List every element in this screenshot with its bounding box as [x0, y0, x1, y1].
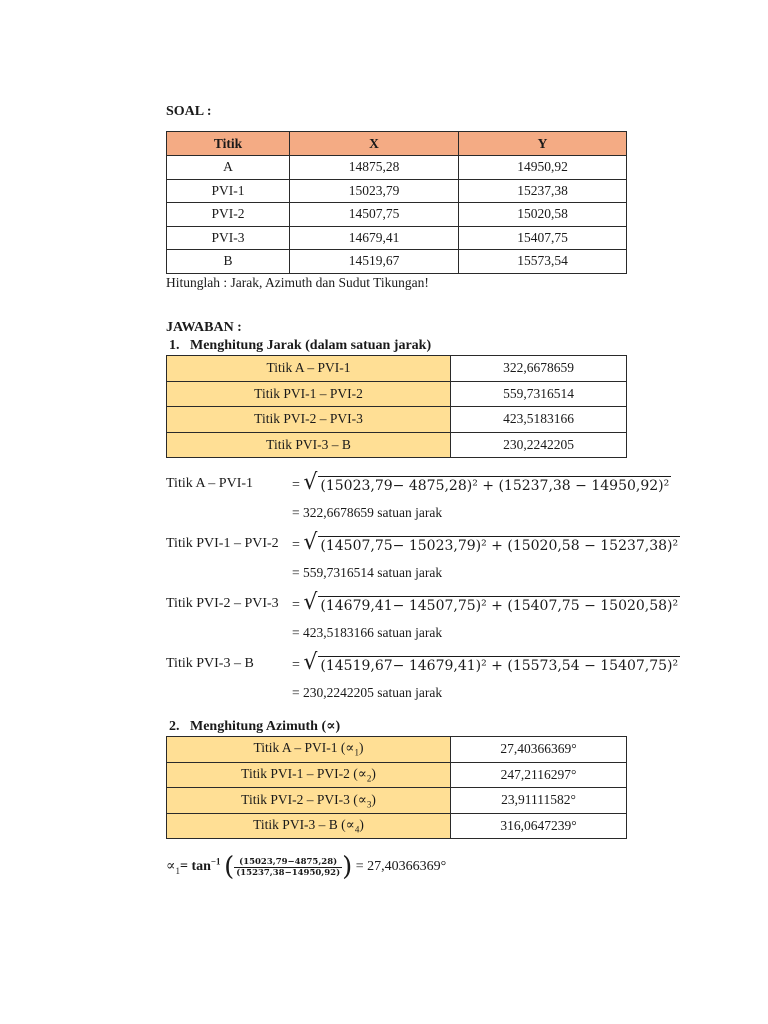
azimuth-label-sub: 4: [354, 824, 360, 835]
azimuth-label: [167, 788, 451, 814]
sqrt-body: (14507,75− 15023,79)² + (15020,58 − 15237,38)²: [320, 538, 679, 554]
azimuth-label-text: Titik A – PVI-1 (∝: [253, 740, 355, 756]
table-row: [167, 407, 627, 433]
azimuth-label: [167, 737, 451, 763]
fraction: [234, 857, 342, 878]
calc-equation: [292, 470, 671, 495]
equals-sign: =: [292, 477, 300, 493]
sqrt-body: (14519,67− 14679,41)² + (15573,54 − 15407,75)²: [320, 658, 679, 674]
sqrt-expression: [303, 590, 680, 615]
jawaban-heading: JAWABAN :: [166, 320, 242, 335]
jarak-label: Titik PVI-2 – PVI-3: [167, 407, 451, 433]
equals-sign: =: [292, 537, 300, 553]
azimuth-label-sub: 2: [366, 773, 372, 784]
sqrt-body: (14679,41− 14507,75)² + (15407,75 − 15020,58)²: [320, 598, 679, 614]
table-row: [167, 156, 627, 180]
section2-title: 2. Menghitung Azimuth (∝): [169, 719, 341, 734]
calc-label: Titik A – PVI-1: [166, 476, 254, 491]
equals-sign: =: [292, 597, 300, 613]
table-row: [167, 788, 627, 814]
jarak-label: Titik A – PVI-1: [167, 356, 451, 382]
table-row: [167, 356, 627, 382]
azimuth-value: 23,91111582°: [451, 788, 627, 814]
tan-inverse-sup: −1: [210, 856, 221, 867]
azimuth-table: [166, 736, 627, 839]
soal-table-header-row: [167, 132, 627, 156]
table-row: [167, 226, 627, 250]
cell-titik: B: [167, 250, 290, 274]
azimuth-label-text: Titik PVI-2 – PVI-3 (∝: [241, 791, 367, 807]
jarak-value: 230,2242205: [451, 432, 627, 458]
azimuth-label: [167, 762, 451, 788]
calc-result: = 559,7316514 satuan jarak: [292, 565, 443, 580]
cell-y: 15020,58: [459, 203, 627, 227]
jarak-value: 322,6678659: [451, 356, 627, 382]
jarak-table: [166, 355, 627, 458]
table-row: [167, 432, 627, 458]
cell-y: 14950,92: [459, 156, 627, 180]
azimuth-label-text: Titik PVI-3 – B (∝: [253, 817, 355, 833]
fraction-numerator: (15023,79−4875,28): [234, 857, 342, 868]
sqrt-expression: [303, 650, 680, 675]
table-row: [167, 250, 627, 274]
soal-instruction: Hitunglah : Jarak, Azimuth dan Sudut Tikungan!: [166, 275, 429, 290]
cell-x: 14679,41: [290, 226, 459, 250]
sqrt-body: (15023,79− 4875,28)² + (15237,38 − 14950,92)²: [320, 478, 670, 494]
table-row: [167, 203, 627, 227]
azimuth-value: 316,0647239°: [451, 813, 627, 839]
cell-titik: A: [167, 156, 290, 180]
alpha-symbol: ∝: [166, 859, 176, 875]
cell-x: 15023,79: [290, 179, 459, 203]
sqrt-expression: [303, 530, 680, 555]
table-row: [167, 762, 627, 788]
fraction-denominator: (15237,38−14950,92): [236, 867, 341, 878]
jarak-value: 423,5183166: [451, 407, 627, 433]
sqrt-icon: √: [303, 650, 318, 675]
jarak-value: 559,7316514: [451, 381, 627, 407]
cell-titik: PVI-3: [167, 226, 290, 250]
azimuth-formula: [166, 852, 446, 882]
calc-equation: [292, 650, 680, 675]
cell-x: 14519,67: [290, 250, 459, 274]
table-row: [167, 737, 627, 763]
calc-label: Titik PVI-1 – PVI-2: [166, 536, 279, 551]
cell-titik: PVI-2: [167, 203, 290, 227]
header-x: X: [290, 132, 459, 156]
calc-result: = 322,6678659 satuan jarak: [292, 505, 443, 520]
cell-y: 15237,38: [459, 179, 627, 203]
sqrt-icon: √: [303, 530, 318, 555]
azimuth-label-sub: 3: [366, 799, 372, 810]
tan-operator: = tan: [179, 859, 211, 875]
cell-y: 15573,54: [459, 250, 627, 274]
calc-result: = 230,2242205 satuan jarak: [292, 685, 443, 700]
azimuth-value: 247,2116297°: [451, 762, 627, 788]
sqrt-icon: √: [303, 470, 318, 495]
soal-heading: SOAL :: [166, 104, 212, 119]
azimuth-label: [167, 813, 451, 839]
azimuth-label-close: ): [371, 791, 376, 807]
header-titik: Titik: [167, 132, 290, 156]
azimuth-label-text: Titik PVI-1 – PVI-2 (∝: [241, 766, 367, 782]
calc-equation: [292, 530, 680, 555]
calc-label: Titik PVI-3 – B: [166, 656, 254, 671]
azimuth-value: 27,40366369°: [451, 737, 627, 763]
cell-x: 14875,28: [290, 156, 459, 180]
calc-label: Titik PVI-2 – PVI-3: [166, 596, 279, 611]
jarak-label: Titik PVI-3 – B: [167, 432, 451, 458]
close-paren: ): [342, 852, 353, 882]
alpha-subscript: 1: [175, 866, 180, 877]
header-y: Y: [459, 132, 627, 156]
formula-result: = 27,40366369°: [355, 859, 447, 875]
jarak-label: Titik PVI-1 – PVI-2: [167, 381, 451, 407]
equals-sign: =: [292, 657, 300, 673]
open-paren: (: [224, 852, 235, 882]
azimuth-label-sub: 1: [354, 748, 359, 759]
sqrt-expression: [303, 470, 671, 495]
azimuth-label-close: ): [371, 766, 376, 782]
section1-title: 1. Menghitung Jarak (dalam satuan jarak): [169, 338, 432, 353]
calc-result: = 423,5183166 satuan jarak: [292, 625, 443, 640]
sqrt-icon: √: [303, 590, 318, 615]
table-row: [167, 179, 627, 203]
azimuth-label-close: ): [358, 740, 364, 756]
table-row: [167, 813, 627, 839]
calc-equation: [292, 590, 680, 615]
cell-x: 14507,75: [290, 203, 459, 227]
table-row: [167, 381, 627, 407]
azimuth-label-close: ): [359, 817, 364, 833]
soal-table: [166, 131, 627, 274]
cell-titik: PVI-1: [167, 179, 290, 203]
cell-y: 15407,75: [459, 226, 627, 250]
